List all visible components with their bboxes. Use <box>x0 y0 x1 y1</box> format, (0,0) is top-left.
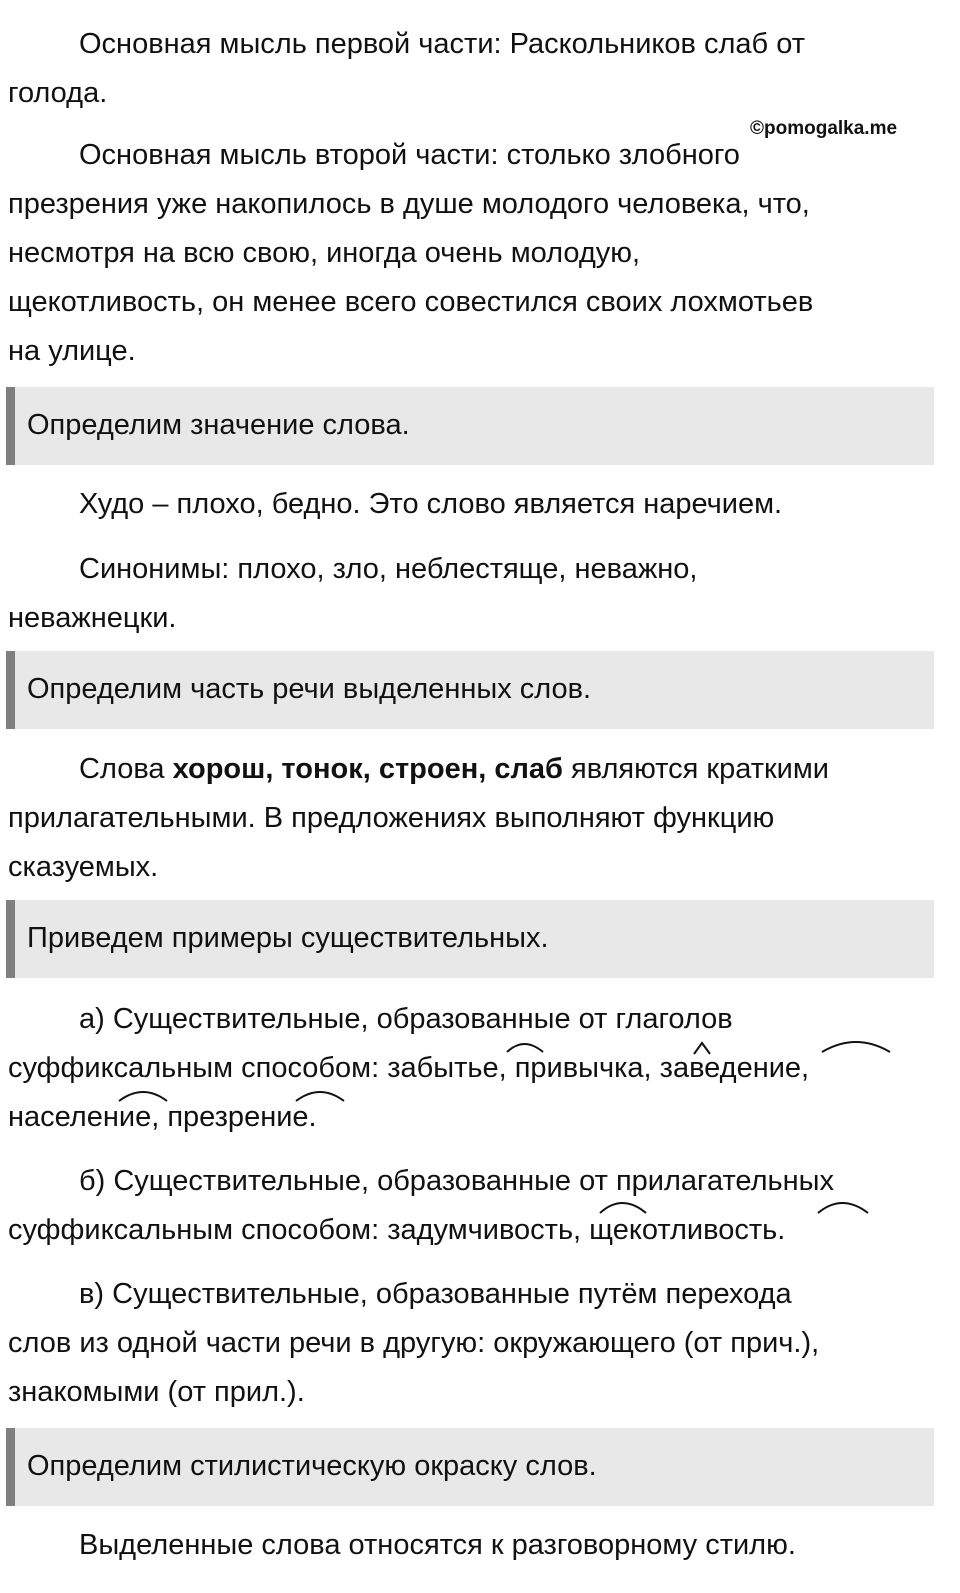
paragraph-style <box>8 1521 948 1570</box>
text-line <box>8 745 948 794</box>
text-line: Синонимы: плохо, зло, неблестяще, неважно, <box>79 553 698 585</box>
section-heading-part-of-speech <box>6 651 934 729</box>
paragraph-synonyms <box>8 545 948 643</box>
text-line: знакомыми (от прил.). <box>8 1376 305 1408</box>
highlighted-words: хорош, тонок, строен, слаб <box>172 753 563 785</box>
text-line: на улице. <box>8 335 136 367</box>
paragraph-part1 <box>8 20 948 118</box>
paragraph-nouns-b <box>8 1157 948 1255</box>
text-line: Худо – плохо, бедно. Это слово является наречием. <box>79 488 783 520</box>
section-heading-text: Определим стилистическую окраску слов. <box>27 1450 597 1482</box>
text-line: в) Существительные, образованные путём перехода <box>79 1278 792 1310</box>
text-line: Выделенные слова относятся к разговорному стилю. <box>79 1529 796 1561</box>
text-run: являются краткими <box>562 753 830 785</box>
paragraph-meaning <box>8 480 948 529</box>
text-line: слов из одной части речи в другую: окружающего (от прич.), <box>8 1327 820 1359</box>
text-line: б) Существительные, образованные от прилагательных <box>79 1165 834 1197</box>
text-line: презрения уже накопилось в душе молодого человека, что, <box>8 188 810 220</box>
section-heading-text: Определим значение слова. <box>27 409 410 441</box>
text-run: Слова <box>79 753 173 785</box>
text-line: суффиксальным способом: задумчивость, щекотливость. <box>8 1214 786 1246</box>
text-line: неважнецки. <box>8 602 177 634</box>
watermark: ©pomogalka.me <box>750 118 898 139</box>
section-heading-style <box>6 1428 934 1506</box>
text-line: несмотря на всю свою, иногда очень молодую, <box>8 237 641 269</box>
text-line: суффиксальным способом: забытье, привычка, заведение, <box>8 1052 810 1084</box>
text-line: прилагательными. В предложениях выполняют функцию <box>8 802 775 834</box>
section-heading-meaning <box>6 387 934 465</box>
section-heading-nouns <box>6 900 934 978</box>
section-heading-text: Определим часть речи выделенных слов. <box>27 673 592 705</box>
text-line: а) Существительные, образованные от глаголов <box>79 1003 733 1035</box>
paragraph-part-of-speech <box>8 745 948 892</box>
text-line: население, презрение. <box>8 1101 317 1133</box>
text-line: щекотливость, он менее всего совестился своих лохмотьев <box>8 286 814 318</box>
paragraph-part2 <box>8 131 948 376</box>
paragraph-nouns-a <box>8 995 948 1142</box>
paragraph-nouns-c <box>8 1270 948 1417</box>
text-line: Основная мысль первой части: Раскольников слаб от <box>79 28 805 60</box>
section-heading-text: Приведем примеры существительных. <box>27 922 549 954</box>
text-line: сказуемых. <box>8 851 159 883</box>
text-line: голода. <box>8 77 108 109</box>
text-line: Основная мысль второй части: столько злобного <box>79 139 740 171</box>
